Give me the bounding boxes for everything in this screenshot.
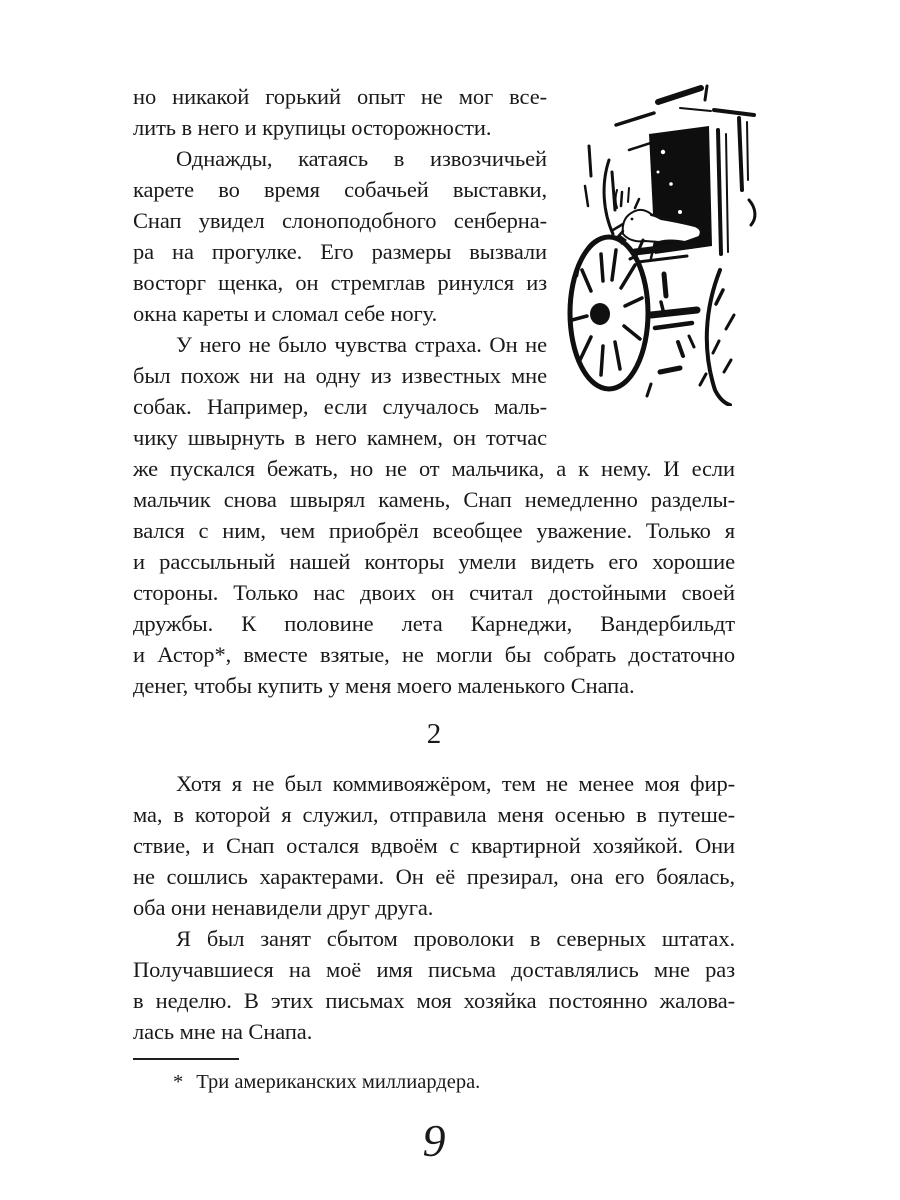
text-line: ствие, и Снап остался вдвоём с квартирной хозяйкой. Они — [133, 833, 735, 858]
text-line: и Астор*, вместе взятые, не могли бы собрать достаточно — [133, 642, 735, 667]
paragraph-block-1 — [133, 768, 735, 923]
text-block-narrow — [133, 81, 735, 453]
text-line: собак. Например, если случалось маль- — [133, 394, 547, 419]
footnote-marker: * — [173, 1071, 184, 1093]
text-line: денег, чтобы купить у меня моего маленького Снапа. — [133, 673, 635, 698]
text-line: Снап увидел слоноподобного сенберна- — [133, 208, 547, 233]
text-line: Однажды, катаясь в извозчичьей — [176, 146, 547, 171]
text-line: но никакой горький опыт не мог все- — [133, 84, 547, 109]
text-line: дружбы. К половине лета Карнеджи, Вандербильдт — [133, 611, 735, 636]
text-line: У него не было чувства страха. Он не — [176, 332, 547, 357]
text-line: оба они ненавидели друг друга. — [133, 895, 434, 920]
text-line: в неделю. В этих письмах моя хозяйка постоянно жалова- — [133, 988, 735, 1013]
text-line: лась мне на Снапа. — [133, 1019, 313, 1044]
text-line: же пускался бежать, но не от мальчика, а к нему. И если — [133, 456, 735, 481]
text-line: ра на прогулке. Его размеры вызвали — [133, 239, 547, 264]
footnote-text: Три американских миллиардера. — [196, 1071, 481, 1093]
text-line: Я был занят сбытом проволоки в северных штатах. — [176, 926, 735, 951]
footnote — [133, 1069, 735, 1095]
text-line: вался с ним, чем приобрёл всеобщее уважение. Только я — [133, 518, 735, 543]
text-line: мальчик снова швырял камень, Снап немедленно разделы- — [133, 487, 735, 512]
text-line: Хотя я не был коммивояжёром, тем не менее моя фир- — [176, 771, 735, 796]
text-line: был похож ни на одну из известных мне — [133, 363, 547, 388]
text-line: лить в него и крупицы осторожности. — [133, 115, 492, 140]
page-number: 9 — [422, 1115, 446, 1166]
text-line: карете во время собачьей выставки, — [133, 177, 547, 202]
text-line: стороны. Только нас двоих он считал достойными своей — [133, 580, 735, 605]
text-line: Получавшиеся на моё имя письма доставлялись мне раз — [133, 957, 735, 982]
text-line: ма, в которой я служил, отправила меня осенью в путеше- — [133, 802, 735, 827]
text-line: не сошлись характерами. Он её презирал, она его боялась, — [133, 864, 735, 889]
text-line: восторг щенка, он стремглав ринулся из — [133, 270, 547, 295]
paragraph-block-2 — [133, 923, 735, 1047]
text-line: окна кареты и сломал себе ногу. — [133, 301, 438, 326]
text-line: чику швырнуть в него камнем, он тотчас — [133, 425, 547, 450]
text-line: и рассыльный нашей конторы умели видеть его хорошие — [133, 549, 735, 574]
footnote-divider — [133, 1058, 239, 1060]
text-block-wide — [133, 453, 735, 701]
section-number: 2 — [426, 718, 442, 750]
text-column — [133, 81, 735, 1166]
